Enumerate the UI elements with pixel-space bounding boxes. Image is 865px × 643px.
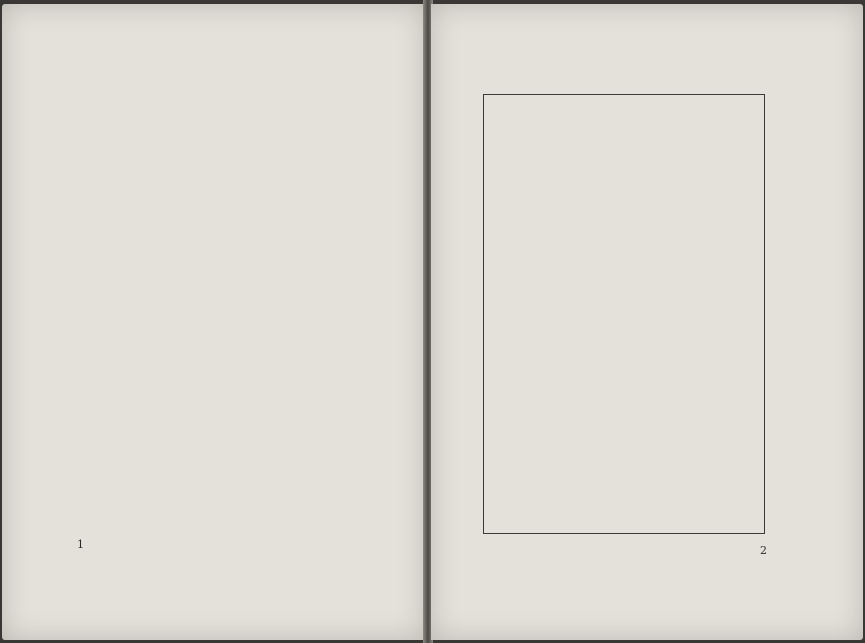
left-page	[2, 4, 425, 640]
foreword-date	[604, 135, 624, 275]
signatory-name	[498, 275, 542, 515]
organization-name	[556, 215, 600, 515]
page-number-left: 1	[77, 538, 84, 551]
right-page	[431, 4, 863, 640]
foreword-body	[634, 107, 758, 521]
preface-body	[120, 74, 350, 514]
page-number-right: 2	[760, 544, 767, 557]
preface-author	[88, 364, 112, 524]
bordered-text-frame	[483, 94, 765, 534]
